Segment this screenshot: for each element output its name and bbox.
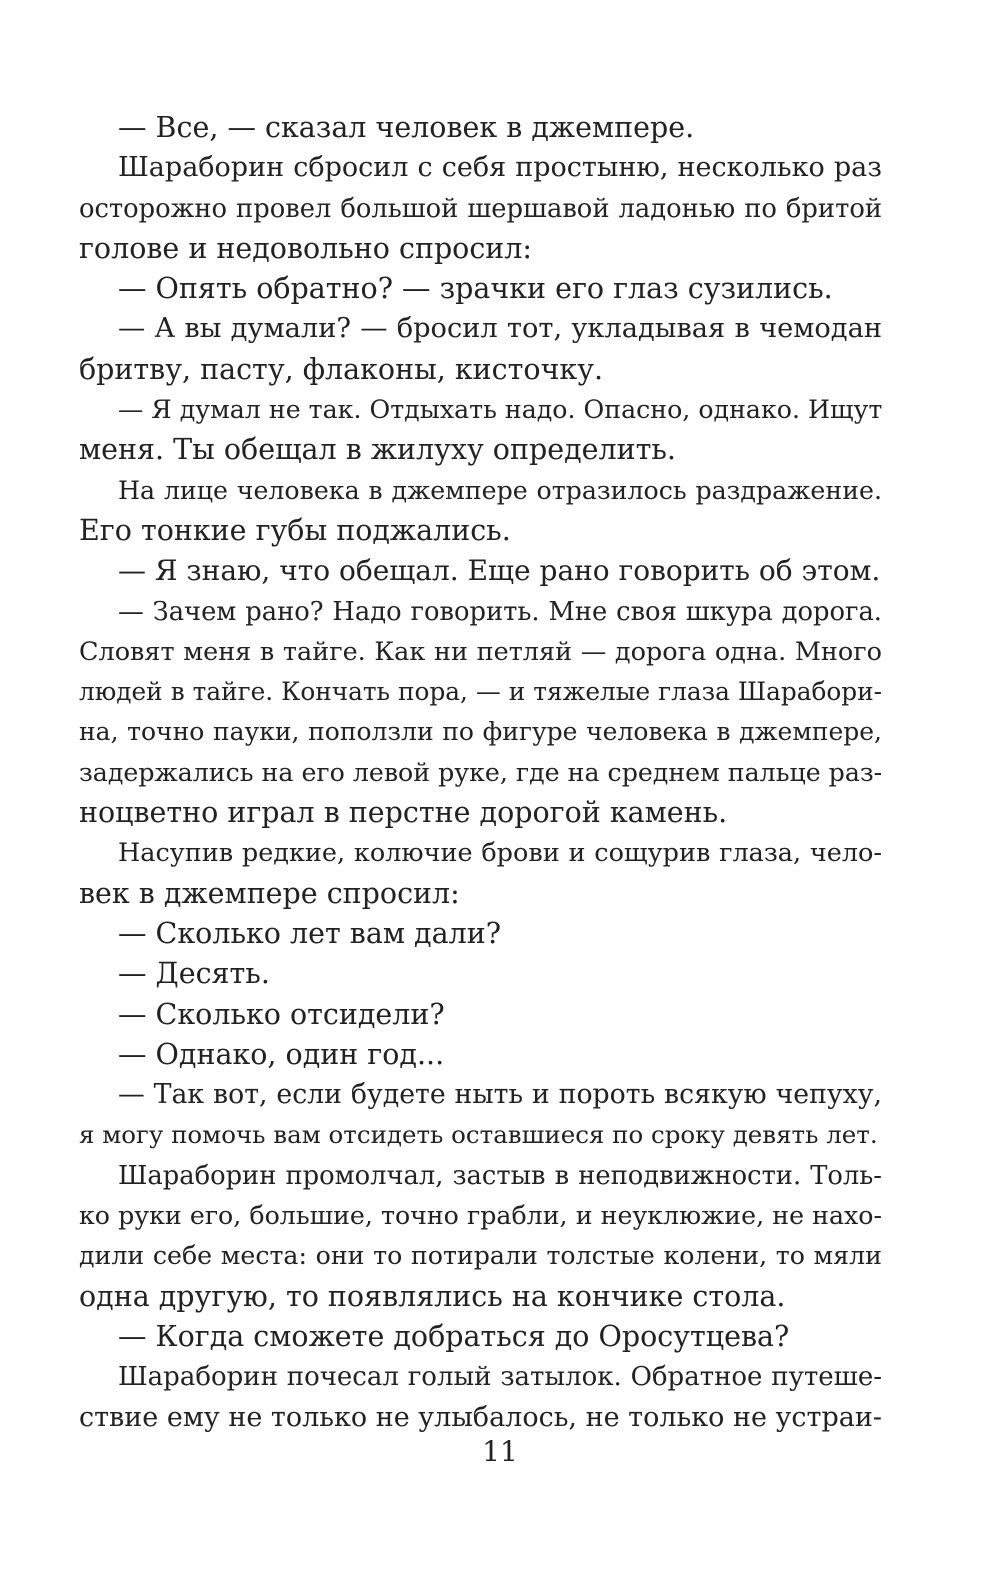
text-line: — Я думал не так. Отдыхать надо. Опасно, однако. Ищут: [118, 395, 883, 425]
text-line: бритву, пасту, флаконы, кисточку.: [79, 352, 604, 386]
text-line: дили себе места: они то потирали толстые колени, то мяли: [79, 1241, 882, 1271]
text-line: осторожно провел большой шершавой ладонью по бритой: [79, 193, 882, 224]
body-text: [79, 108, 882, 1438]
text-line: Его тонкие губы поджались.: [79, 513, 511, 547]
text-line: — Однако, один год...: [118, 1037, 445, 1071]
text-line: одна другую, то появлялись на кончике стола.: [79, 1279, 786, 1313]
text-line: — Опять обратно? — зрачки его глаз сузились.: [118, 272, 833, 306]
text-line: — Сколько отсидели?: [118, 997, 445, 1031]
text-line: На лице человека в джемпере отразилось раздражение.: [118, 475, 882, 505]
text-line: на, точно пауки, поползли по фигуре человека в джемпере,: [79, 717, 882, 747]
text-line: — Зачем рано? Надо говорить. Мне своя шкура дорога.: [118, 596, 882, 627]
text-line: людей в тайге. Кончать пора, — и тяжелые глаза Шарабори-: [79, 677, 882, 707]
text-line: ко руки его, большие, точно грабли, и неуклюжие, не нахо-: [79, 1201, 882, 1231]
text-line: — Все, — сказал человек в джемпере.: [118, 111, 695, 144]
text-line: голове и недовольно спросил:: [79, 231, 533, 265]
text-line: — А вы думали? — бросил тот, укладывая в чемодан: [118, 313, 882, 345]
text-line: задержались на его левой руке, где на среднем пальце раз-: [79, 757, 883, 787]
text-line: — Десять.: [118, 957, 270, 991]
text-line: ствие ему не только не улыбалось, не только не устраи-: [79, 1401, 882, 1433]
text-line: Шараборин сбросил с себя простыню, несколько раз: [118, 152, 882, 184]
text-line: — Я знаю, что обещал. Еще рано говорить об этом.: [118, 554, 881, 588]
text-line: Насупив редкие, колючие брови и сощурив глаза, чело-: [118, 838, 882, 869]
text-line: ноцветно играл в перстне дорогой камень.: [79, 796, 728, 830]
text-line: Шараборин промолчал, застыв в неподвижности. Толь-: [118, 1160, 882, 1191]
text-line: — Когда сможете добраться до Оросутцева?: [118, 1319, 790, 1353]
text-line: меня. Ты обещал в жилуху определить.: [79, 433, 676, 467]
text-line: — Сколько лет вам дали?: [118, 916, 501, 950]
text-line: — Так вот, если будете ныть и пороть всякую чепуху,: [118, 1079, 882, 1111]
page-number: 11: [482, 1435, 518, 1468]
text-line: век в джемпере спросил:: [79, 876, 460, 910]
text-line: Шараборин почесал голый затылок. Обратное путеше-: [118, 1362, 882, 1393]
text-line: Словят меня в тайге. Как ни петляй — дорога одна. Много: [79, 636, 882, 667]
text-line: я могу помочь вам отсидеть оставшиеся по сроку девять лет.: [79, 1120, 878, 1150]
